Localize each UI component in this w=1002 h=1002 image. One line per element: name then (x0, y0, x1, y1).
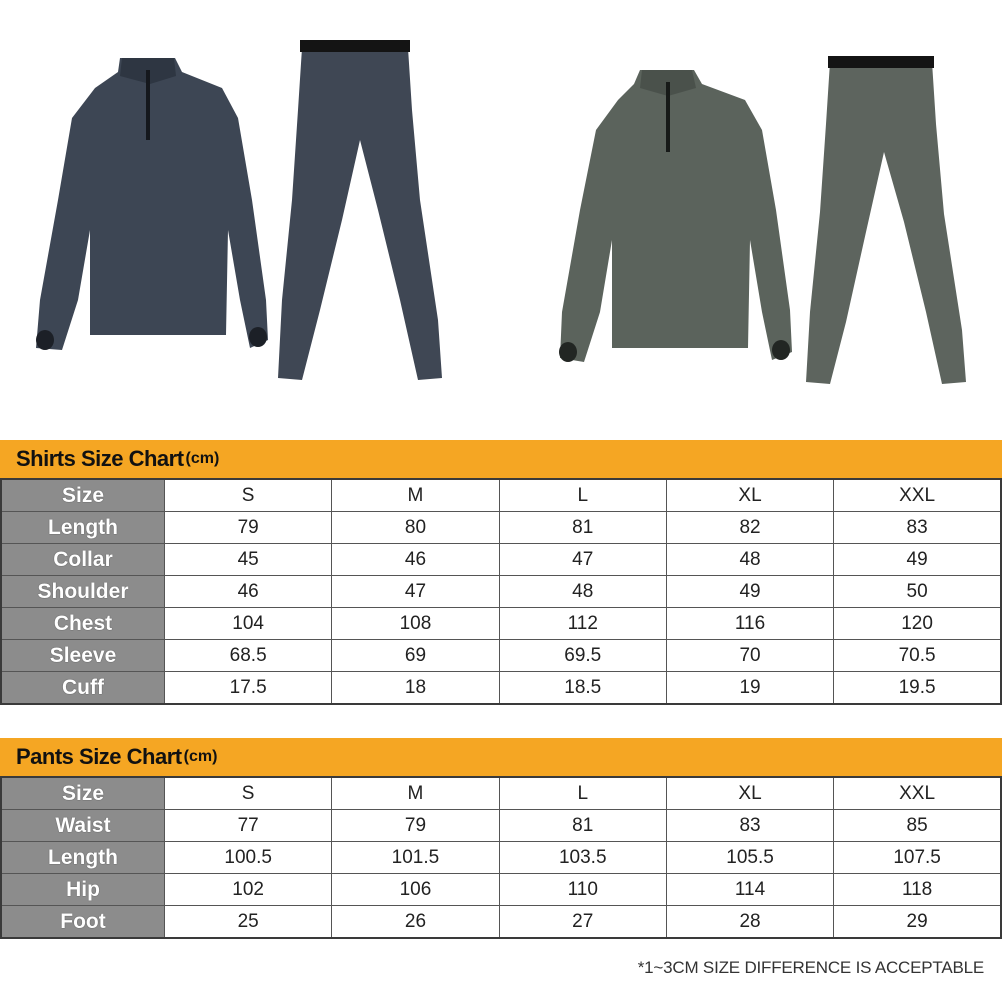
table-cell: 80 (332, 512, 499, 544)
table-cell: 83 (666, 810, 833, 842)
table-cell: 110 (499, 874, 666, 906)
row-label: Waist (1, 810, 165, 842)
shirts-chart-title: Shirts Size Chart (16, 446, 184, 471)
size-difference-note: *1~3CM SIZE DIFFERENCE IS ACCEPTABLE (637, 958, 984, 977)
table-cell: 101.5 (332, 842, 499, 874)
pants-size-chart (0, 738, 1002, 939)
table-cell: 50 (834, 576, 1001, 608)
table-cell: 105.5 (666, 842, 833, 874)
table-cell: 106 (332, 874, 499, 906)
row-label: Chest (1, 608, 165, 640)
table-cell: 79 (165, 512, 332, 544)
table-cell: 112 (499, 608, 666, 640)
shirts-size-chart (0, 440, 1002, 705)
table-cell: 81 (499, 810, 666, 842)
table-cell: 25 (165, 906, 332, 939)
row-label: Length (1, 842, 165, 874)
table-cell: XL (666, 777, 833, 810)
table-cell: 120 (834, 608, 1001, 640)
table-cell: 45 (165, 544, 332, 576)
green-pants-image (806, 56, 966, 384)
table-cell: 47 (332, 576, 499, 608)
table-cell: 102 (165, 874, 332, 906)
table-row (1, 608, 1001, 640)
row-label: Collar (1, 544, 165, 576)
row-label: Length (1, 512, 165, 544)
pants-size-table (0, 776, 1002, 939)
product-images (0, 0, 1002, 420)
table-cell: 116 (666, 608, 833, 640)
table-cell: 68.5 (165, 640, 332, 672)
green-shirt-image (559, 70, 792, 362)
table-cell: 100.5 (165, 842, 332, 874)
navy-pants-image (278, 40, 442, 380)
pants-chart-unit: (cm) (183, 748, 218, 765)
table-cell: 48 (499, 576, 666, 608)
table-cell: 46 (165, 576, 332, 608)
table-cell: M (332, 479, 499, 512)
row-label: Foot (1, 906, 165, 939)
table-cell: 48 (666, 544, 833, 576)
table-row (1, 640, 1001, 672)
table-cell: XL (666, 479, 833, 512)
table-cell: 108 (332, 608, 499, 640)
row-label: Shoulder (1, 576, 165, 608)
table-cell: 19 (666, 672, 833, 705)
navy-shirt-image (36, 58, 268, 350)
table-cell: L (499, 479, 666, 512)
table-row (1, 874, 1001, 906)
table-cell: 114 (666, 874, 833, 906)
table-row (1, 777, 1001, 810)
table-cell: 49 (666, 576, 833, 608)
table-cell: 27 (499, 906, 666, 939)
table-cell: 69.5 (499, 640, 666, 672)
table-cell: 79 (332, 810, 499, 842)
table-cell: XXL (834, 479, 1001, 512)
table-cell: 81 (499, 512, 666, 544)
table-row (1, 544, 1001, 576)
table-cell: 69 (332, 640, 499, 672)
table-row (1, 672, 1001, 705)
table-row (1, 576, 1001, 608)
table-cell: 18.5 (499, 672, 666, 705)
table-row (1, 512, 1001, 544)
table-cell: 82 (666, 512, 833, 544)
table-cell: S (165, 777, 332, 810)
table-cell: 29 (834, 906, 1001, 939)
table-row (1, 479, 1001, 512)
table-cell: 85 (834, 810, 1001, 842)
table-cell: 118 (834, 874, 1001, 906)
table-cell: 83 (834, 512, 1001, 544)
table-row (1, 906, 1001, 939)
table-cell: L (499, 777, 666, 810)
table-cell: M (332, 777, 499, 810)
table-cell: 104 (165, 608, 332, 640)
row-label: Cuff (1, 672, 165, 705)
shirts-chart-unit: (cm) (185, 450, 220, 467)
row-label: Hip (1, 874, 165, 906)
table-row (1, 810, 1001, 842)
table-cell: 49 (834, 544, 1001, 576)
table-cell: 46 (332, 544, 499, 576)
pants-chart-header (0, 738, 1002, 776)
table-cell: 28 (666, 906, 833, 939)
table-cell: 47 (499, 544, 666, 576)
shirts-size-table (0, 478, 1002, 705)
pants-chart-title: Pants Size Chart (16, 744, 182, 769)
table-cell: 17.5 (165, 672, 332, 705)
table-cell: 18 (332, 672, 499, 705)
table-cell: 77 (165, 810, 332, 842)
table-cell: 107.5 (834, 842, 1001, 874)
row-label: Sleeve (1, 640, 165, 672)
garment-illustrations (0, 0, 1002, 420)
table-cell: 70.5 (834, 640, 1001, 672)
table-cell: 19.5 (834, 672, 1001, 705)
table-cell: 70 (666, 640, 833, 672)
table-row (1, 842, 1001, 874)
shirts-chart-header (0, 440, 1002, 478)
table-cell: XXL (834, 777, 1001, 810)
row-label: Size (1, 479, 165, 512)
row-label: Size (1, 777, 165, 810)
table-cell: 103.5 (499, 842, 666, 874)
table-cell: S (165, 479, 332, 512)
table-cell: 26 (332, 906, 499, 939)
